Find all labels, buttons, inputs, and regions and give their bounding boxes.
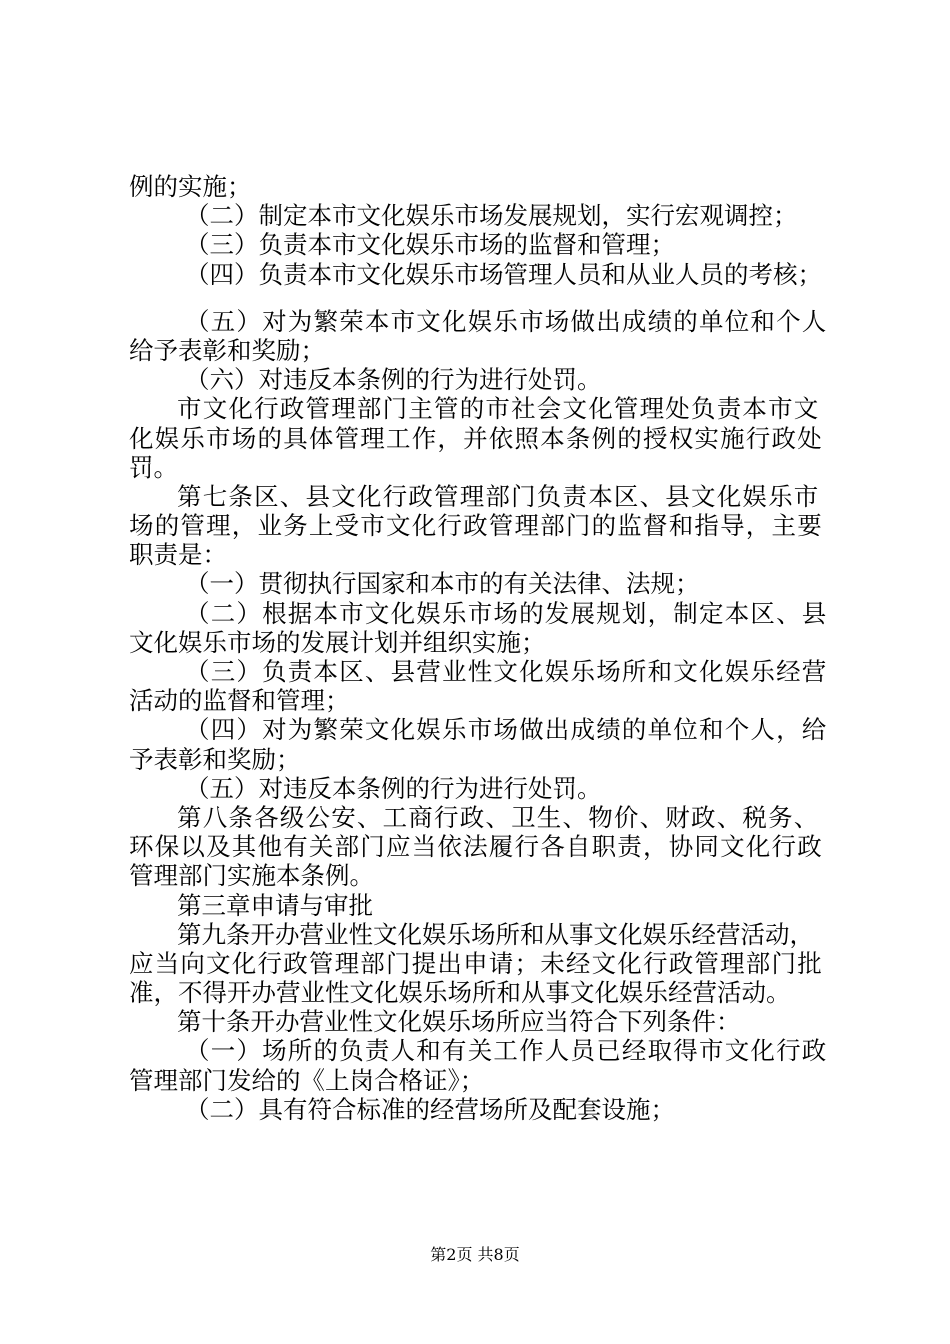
paragraph-line: 例的实施； — [129, 172, 252, 201]
paragraph-line: 市文化行政管理部门主管的市社会文化管理处负责本市文 — [177, 394, 820, 424]
paragraph-line: 文化娱乐市场的发展计划并组织实施； — [129, 627, 546, 657]
paragraph-line: （二）根据本市文化娱乐市场的发展规划，制定本区、县 — [185, 598, 828, 628]
paragraph-line: （三）负责本区、县营业性文化娱乐场所和文化娱乐经营 — [185, 657, 828, 686]
page-number-footer: 第2页 共8页 — [430, 1245, 520, 1264]
paragraph-line: 环保以及其他有关部门应当依法履行各自职责，协同文化行政 — [129, 832, 823, 862]
paragraph-line: 准，不得开办营业性文化娱乐场所和从事文化娱乐经营活动。 — [129, 978, 791, 1008]
paragraph-line: 管理部门实施本条例。 — [129, 861, 374, 891]
paragraph-line: 第八条各级公安、工商行政、卫生、物价、财政、税务、 — [177, 802, 820, 832]
paragraph-line: （四）对为繁荣文化娱乐市场做出成绩的单位和个人，给 — [185, 715, 828, 745]
paragraph-line: 活动的监督和管理； — [129, 686, 350, 716]
paragraph-line: （一）贯彻执行国家和本市的有关法律、法规； — [185, 569, 700, 599]
paragraph-line: （六）对违反本条例的行为进行处罚。 — [185, 365, 602, 395]
paragraph-line: （一）场所的负责人和有关工作人员已经取得市文化行政 — [185, 1036, 828, 1066]
paragraph-line: （三）负责本市文化娱乐市场的监督和管理； — [185, 230, 675, 260]
paragraph-line: 场的管理，业务上受市文化行政管理部门的监督和指导，主要 — [129, 511, 823, 541]
paragraph-line: 罚。 — [129, 452, 178, 482]
document-body — [129, 172, 839, 1124]
paragraph-line: 给予表彰和奖励； — [129, 335, 325, 365]
paragraph-line: 第九条开办营业性文化娱乐场所和从事文化娱乐经营活动， — [177, 919, 814, 949]
paragraph-line: 予表彰和奖励； — [129, 744, 301, 774]
paragraph-line: 第十条开办营业性文化娱乐场所应当符合下列条件： — [177, 1007, 741, 1037]
paragraph-gap — [129, 289, 839, 307]
paragraph-line: 应当向文化行政管理部门提出申请；未经文化行政管理部门批 — [129, 948, 823, 978]
paragraph-line: 职责是： — [129, 540, 227, 570]
paragraph-line: （二）具有符合标准的经营场所及配套设施； — [185, 1094, 675, 1124]
paragraph-line: （二）制定本市文化娱乐市场发展规划，实行宏观调控； — [185, 201, 798, 231]
chapter-heading: 第三章申请与审批 — [177, 890, 373, 920]
paragraph-line: 第七条区、县文化行政管理部门负责本区、县文化娱乐市 — [177, 481, 820, 511]
paragraph-line: （五）对为繁荣本市文化娱乐市场做出成绩的单位和个人 — [185, 306, 828, 336]
paragraph-line: （五）对违反本条例的行为进行处罚。 — [185, 773, 602, 803]
paragraph-line: 化娱乐市场的具体管理工作，并依照本条例的授权实施行政处 — [129, 423, 823, 453]
paragraph-line: （四）负责本市文化娱乐市场管理人员和从业人员的考核； — [185, 259, 822, 289]
paragraph-line: 管理部门发给的《上岗合格证》； — [129, 1065, 485, 1095]
